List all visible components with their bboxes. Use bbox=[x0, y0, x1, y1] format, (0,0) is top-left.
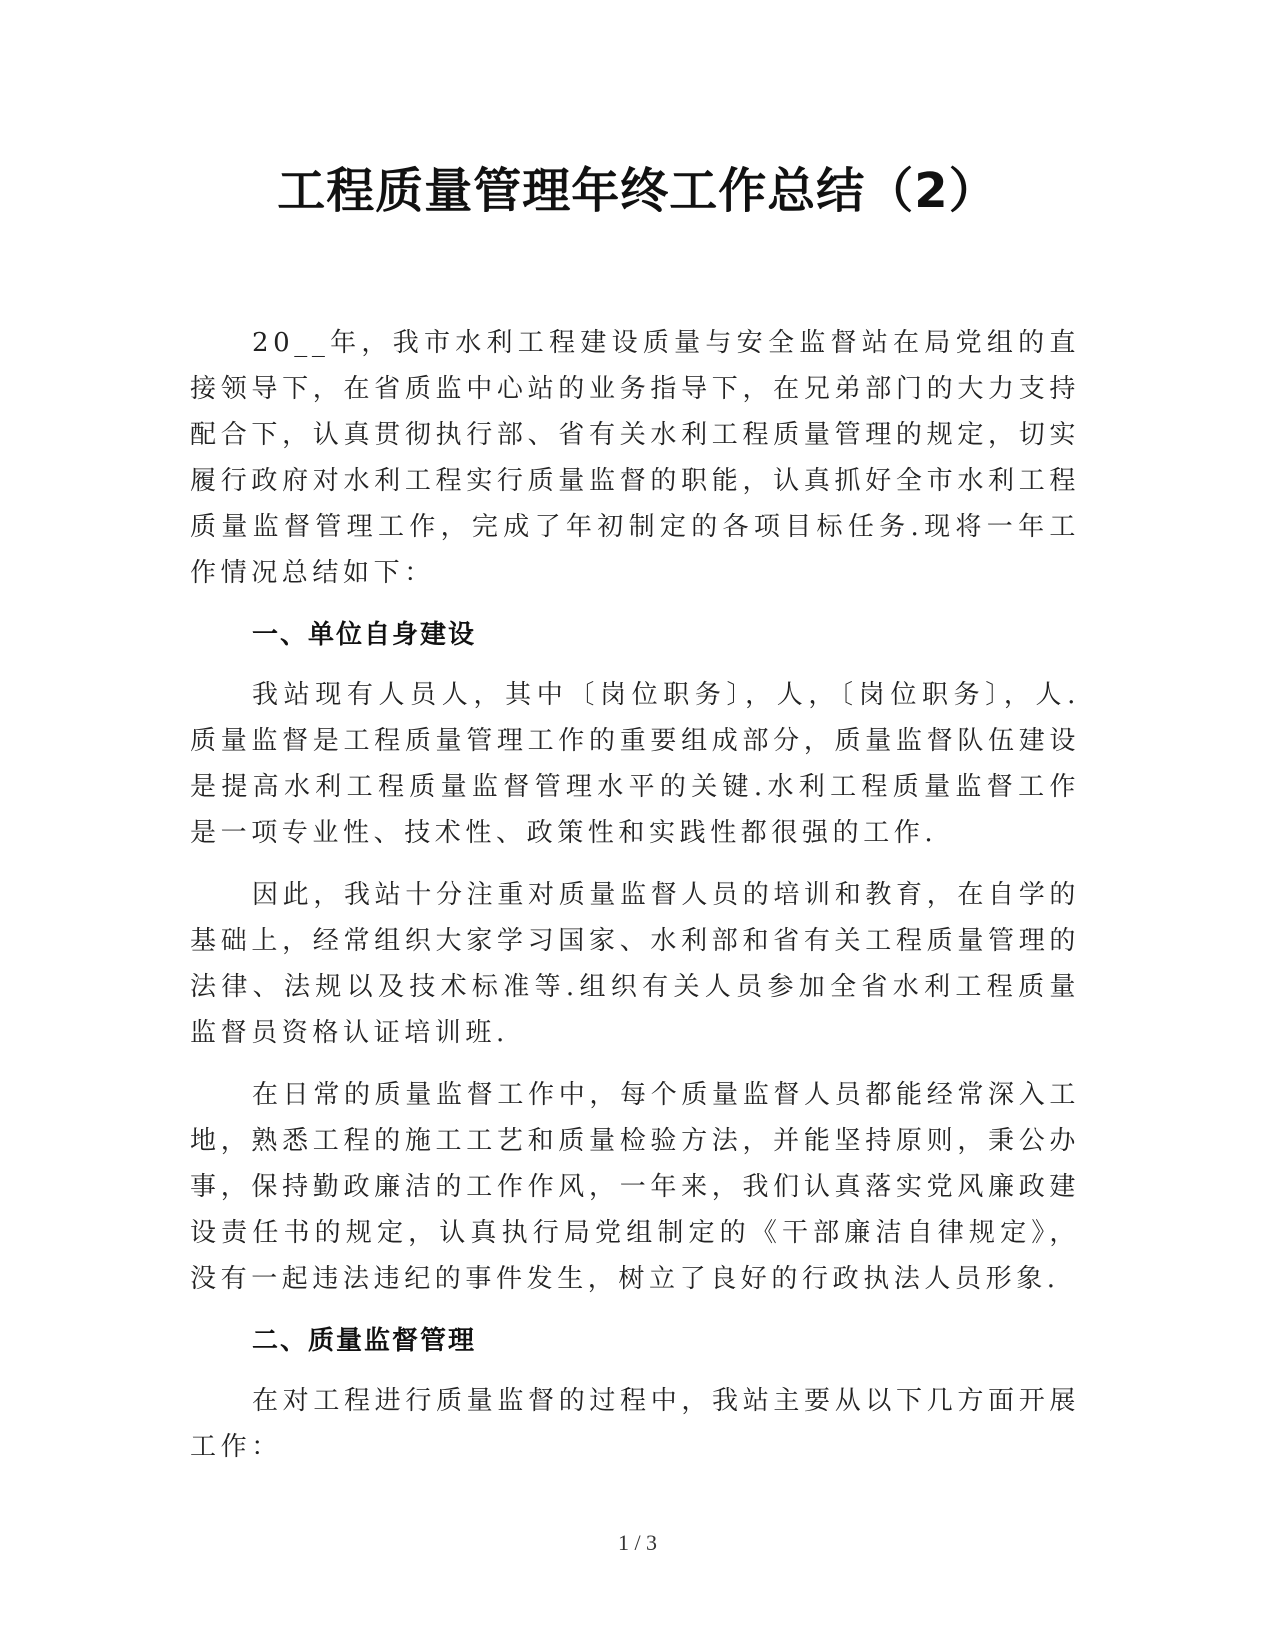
document-title: 工程质量管理年终工作总结（2） bbox=[277, 163, 998, 219]
section-heading-2: 二、质量监督管理 bbox=[252, 1326, 477, 1356]
intro-paragraph: 20__年，我市水利工程建设质量与安全监督站在局党组的直接领导下，在省质监中心站的业务指导下，在兄弟部门的大力支持配合下，认真贯彻执行部、省有关水利工程质量管理的规定，切实履行政府对水利工程实行质量监督的职能，认真抓好全市水利工程质量监督管理工作，完成了年初制定的各项目标任务.现将一年工作情况总结如下： bbox=[190, 328, 1080, 588]
page-number: 1 / 3 bbox=[617, 1530, 658, 1555]
section1-paragraph-3: 在日常的质量监督工作中，每个质量监督人员都能经常深入工地，熟悉工程的施工工艺和质量检验方法，并能坚持原则，秉公办事，保持勤政廉洁的工作作风，一年来，我们认真落实党风廉政建设责任书的规定，认真执行局党组制定的《干部廉洁自律规定》，没有一起违法违纪的事件发生，树立了良好的行政执法人员形象. bbox=[190, 1080, 1080, 1294]
section1-paragraph-2: 因此，我站十分注重对质量监督人员的培训和教育，在自学的基础上，经常组织大家学习国家、水利部和省有关工程质量管理的法律、法规以及技术标准等.组织有关人员参加全省水利工程质量监督员资格认证培训班. bbox=[190, 880, 1080, 1048]
section2-paragraph-1: 在对工程进行质量监督的过程中，我站主要从以下几方面开展工作： bbox=[190, 1386, 1080, 1462]
document-body bbox=[190, 320, 1080, 1486]
section1-paragraph-1: 我站现有人员人，其中〔岗位职务〕，人，〔岗位职务〕，人.质量监督是工程质量管理工作的重要组成部分，质量监督队伍建设是提高水利工程质量监督管理水平的关键.水利工程质量监督工作是一项专业性、技术性、政策性和实践性都很强的工作. bbox=[190, 680, 1080, 848]
section-heading-1: 一、单位自身建设 bbox=[252, 620, 477, 650]
